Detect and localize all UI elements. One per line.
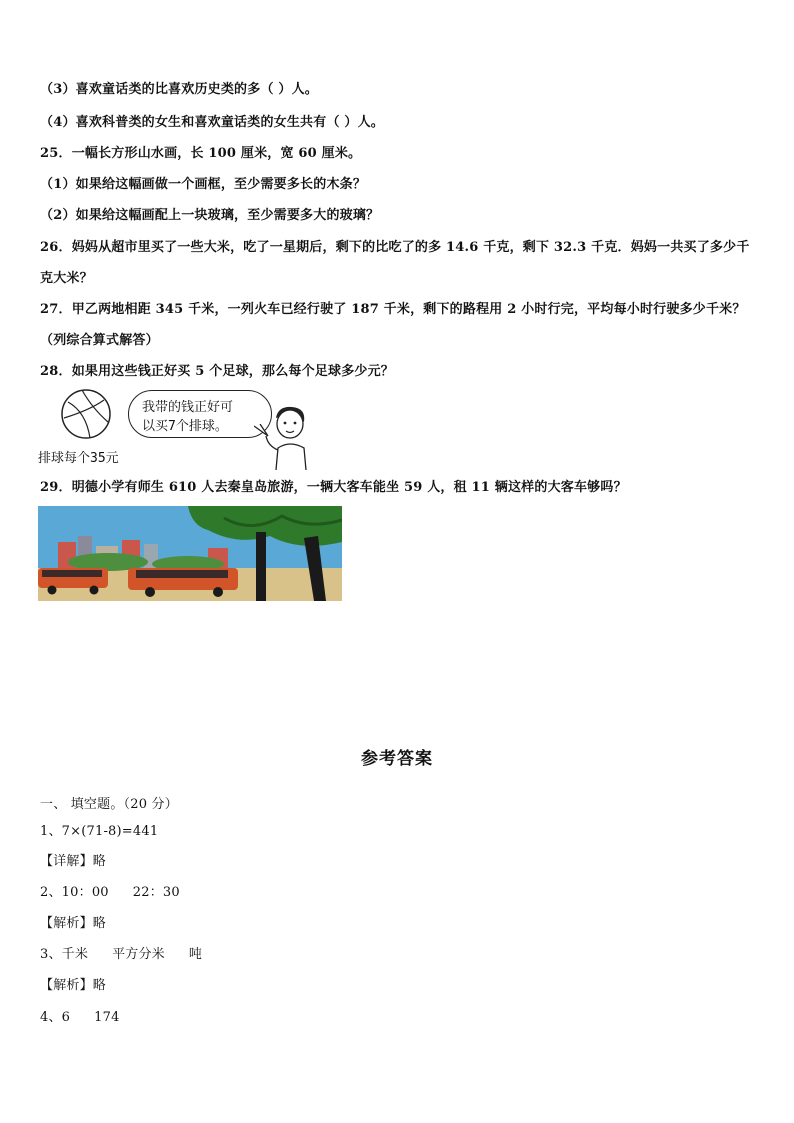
question-28: 28．如果用这些钱正好买 5 个足球，那么每个足球多少元？ bbox=[40, 364, 394, 379]
answer-2 bbox=[40, 885, 180, 901]
answer-3-part3: 吨 bbox=[188, 947, 203, 962]
answer-key-title: 参考答案 bbox=[361, 749, 433, 769]
answer-4-part1: 4、6 bbox=[40, 1010, 71, 1025]
bus-scene-image bbox=[38, 506, 342, 601]
question-24-3: （3）喜欢童话类的比喜欢历史类的多（ ）人。 bbox=[40, 82, 318, 97]
answer-section-heading: 一、 填空题。（20 分） bbox=[40, 797, 178, 812]
question-27-line1: 27．甲乙两地相距 345 千米，一列火车已经行驶了 187 千米，剩下的路程用 2 小时行完，平均每小时行驶多少千米？ bbox=[40, 302, 746, 317]
answer-3 bbox=[40, 947, 202, 963]
speech-bubble-text bbox=[142, 398, 233, 436]
speech-bubble-line2: 以买7个排球。 bbox=[142, 419, 228, 434]
question-25: 25．一幅长方形山水画，长 100 厘米，宽 60 厘米。 bbox=[40, 146, 362, 161]
question-25-1: （1）如果给这幅画做一个画框，至少需要多长的木条？ bbox=[40, 177, 367, 192]
answer-4 bbox=[40, 1010, 120, 1026]
answer-3-part2: 平方分米 bbox=[112, 947, 165, 962]
question-26-line2: 克大米？ bbox=[40, 271, 93, 286]
answer-4-part2: 174 bbox=[94, 1010, 120, 1025]
answer-1: 1、7×(71-8)=441 bbox=[40, 824, 159, 839]
question-26-line1: 26．妈妈从超市里买了一些大米，吃了一星期后，剩下的比吃了的多 14.6 千克，剩下 32.3 千克．妈妈一共买了多少千 bbox=[40, 240, 750, 255]
question-27-line2: （列综合算式解答） bbox=[40, 333, 159, 348]
volleyball-price-caption: 排球每个35元 bbox=[38, 451, 119, 466]
question-24-4: （4）喜欢科普类的女生和喜欢童话类的女生共有（ ）人。 bbox=[40, 115, 384, 130]
volleyball-icon bbox=[60, 388, 112, 440]
answer-3-part1: 3、千米 bbox=[40, 947, 89, 962]
answer-2-note: 【解析】略 bbox=[40, 916, 107, 931]
answer-2-part1: 2、10：00 bbox=[40, 885, 109, 900]
q28-illustration bbox=[38, 388, 318, 472]
answer-3-note: 【解析】略 bbox=[40, 978, 107, 993]
question-25-2: （2）如果给这幅画配上一块玻璃，至少需要多大的玻璃？ bbox=[40, 208, 380, 223]
answer-1-note: 【详解】略 bbox=[40, 854, 107, 869]
boy-icon bbox=[264, 404, 316, 472]
question-29: 29．明德小学有师生 610 人去秦皇岛旅游，一辆大客车能坐 59 人，租 11 辆这样的大客车够吗？ bbox=[40, 480, 627, 495]
answer-2-part2: 22：30 bbox=[132, 885, 180, 900]
speech-bubble-line1: 我带的钱正好可 bbox=[142, 400, 234, 415]
